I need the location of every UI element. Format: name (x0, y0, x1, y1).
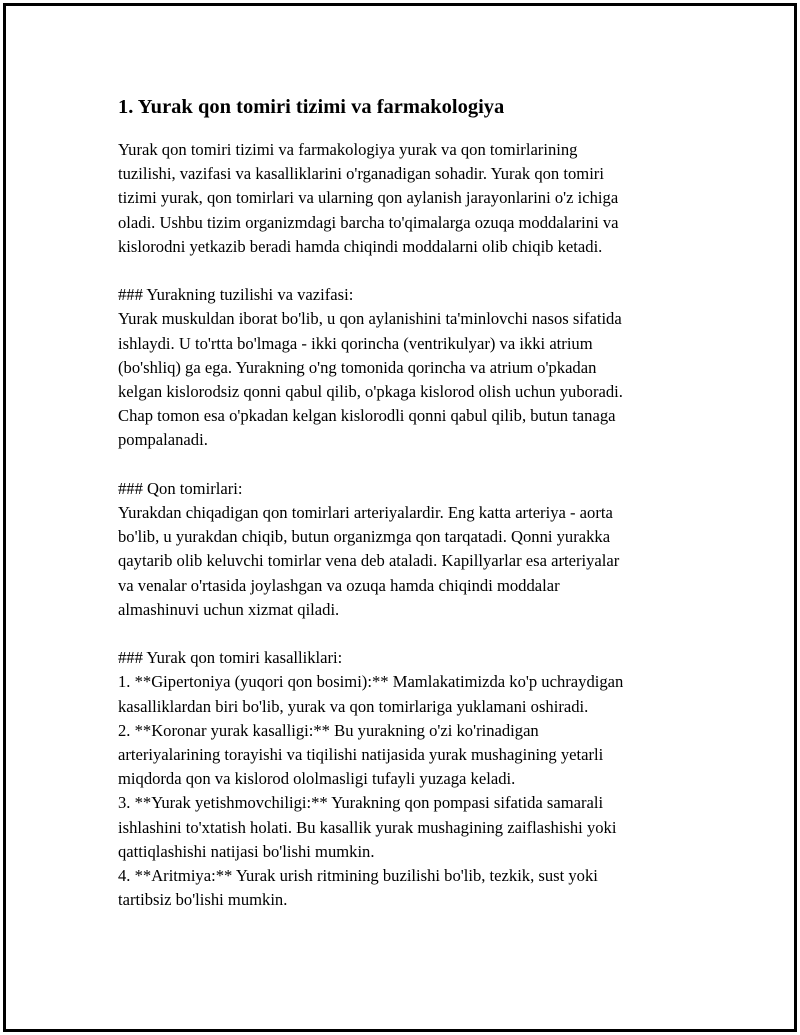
section-line: tartibsiz bo'lishi mumkin. (118, 890, 288, 910)
section-line: kelgan kislorodsiz qonni qabul qilib, o'pkaga kislorod olish uchun yuboradi. (118, 382, 623, 402)
section-line: ishlashini to'xtatish holati. Bu kasallik yurak mushagining zaiflashishi yoki (118, 817, 617, 837)
intro-line: kislorodni yetkazib beradi hamda chiqindi moddalarni olib chiqib ketadi. (118, 236, 603, 256)
document-title: 1. Yurak qon tomiri tizimi va farmakologiya (118, 96, 505, 118)
intro-line: tuzilishi, vazifasi va kasalliklarini o'rganadigan sohadir. Yurak qon tomiri (118, 164, 604, 184)
section-line: 4. **Aritmiya:** Yurak urish ritmining buzilishi bo'lib, tezkik, sust yoki (118, 866, 598, 886)
spacer (118, 622, 688, 646)
section-line: 2. **Koronar yurak kasalligi:** Bu yurakning o'zi ko'rinadigan (118, 720, 539, 740)
section-diseases (118, 646, 688, 912)
section-line: miqdorda qon va kislorod ololmasligi tufayli yuzaga keladi. (118, 769, 516, 789)
section-line: 3. **Yurak yetishmovchiligi:** Yurakning qon pompasi sifatida samarali (118, 793, 604, 813)
spacer (118, 453, 688, 477)
spacer (118, 122, 688, 138)
section-line: Yurakdan chiqadigan qon tomirlari arteriyalardir. Eng katta arteriya - aorta (118, 503, 613, 523)
intro-line: Yurak qon tomiri tizimi va farmakologiya yurak va qon tomirlarining (118, 140, 578, 159)
section-vessels (118, 477, 688, 622)
section-line: Yurak muskuldan iborat bo'lib, u qon aylanishini ta'minlovchi nasos sifatida (118, 309, 622, 329)
section-line: qaytarib olib keluvchi tomirlar vena deb ataladi. Kapillyarlar esa arteriyalar (118, 551, 620, 571)
section-line: arteriyalarining torayishi va tiqilishi natijasida yurak mushagining yetarli (118, 745, 604, 765)
section-line: pompalanadi. (118, 430, 208, 450)
document-body (118, 92, 688, 912)
section-line: 1. **Gipertoniya (yuqori qon bosimi):** Mamlakatimizda ko'p uchraydigan (118, 672, 624, 692)
section-line: almashinuvi uchun xizmat qiladi. (118, 599, 340, 619)
section-heading: ### Qon tomirlari: (118, 478, 243, 498)
spacer (118, 259, 688, 283)
section-line: (bo'shliq) ga ega. Yurakning o'ng tomonida qorincha va atrium o'pkadan (118, 357, 597, 377)
section-line: qattiqlashishi natijasi bo'lishi mumkin. (118, 841, 375, 861)
intro-line: tizimi yurak, qon tomirlari va ularning qon aylanish jarayonlarini o'z ichiga (118, 188, 619, 208)
intro-paragraph (118, 138, 688, 259)
section-heading: ### Yurakning tuzilishi va vazifasi: (118, 285, 354, 305)
section-structure (118, 283, 688, 452)
section-line: ishlaydi. U to'rtta bo'lmaga - ikki qorincha (ventrikulyar) va ikki atrium (118, 333, 593, 353)
intro-line: oladi. Ushbu tizim organizmdagi barcha to'qimalarga ozuqa moddalarini va (118, 212, 619, 232)
section-line: Chap tomon esa o'pkadan kelgan kislorodli qonni qabul qilib, butun tanaga (118, 406, 616, 426)
section-heading: ### Yurak qon tomiri kasalliklari: (118, 648, 343, 668)
section-line: bo'lib, u yurakdan chiqib, butun organizmga qon tarqatadi. Qonni yurakka (118, 527, 611, 547)
section-line: va venalar o'rtasida joylashgan va ozuqa hamda chiqindi moddalar (118, 575, 560, 595)
section-line: kasalliklardan biri bo'lib, yurak va qon tomirlariga yuklamani oshiradi. (118, 696, 589, 716)
